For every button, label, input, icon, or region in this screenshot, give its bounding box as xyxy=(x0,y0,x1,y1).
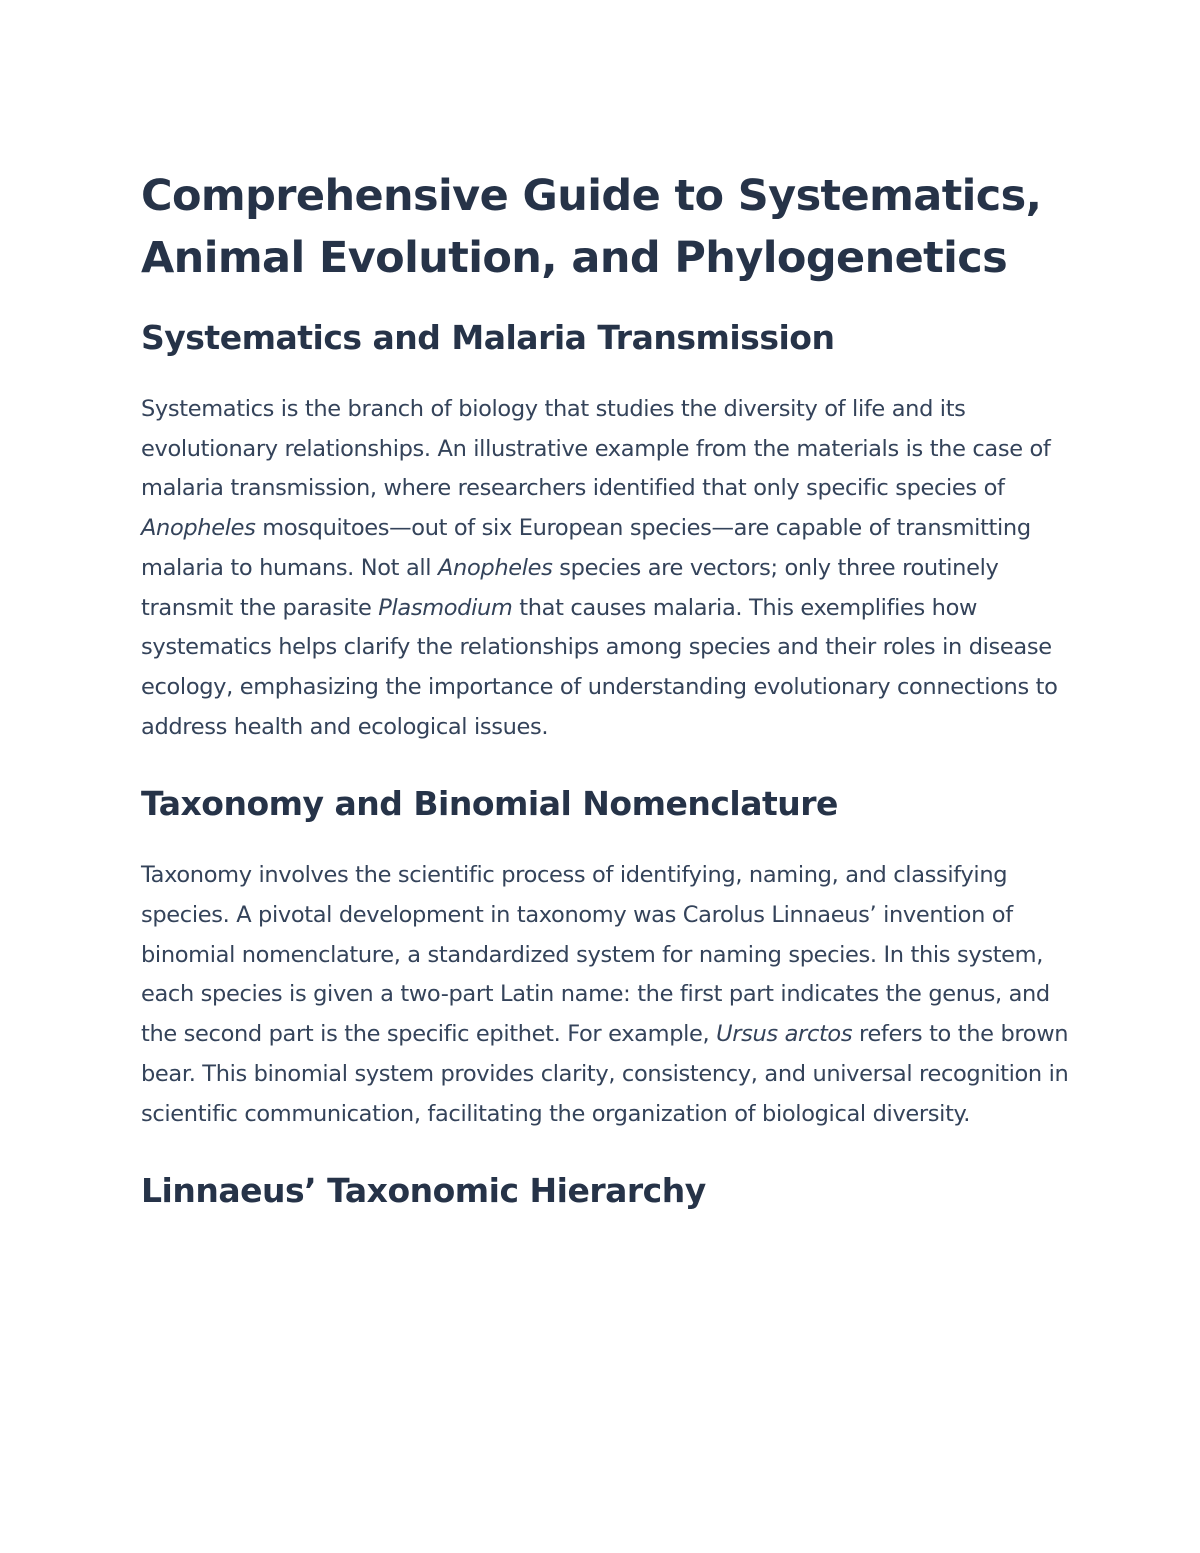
species-name-italic: Anopheles xyxy=(141,515,256,542)
document-page xyxy=(141,165,1071,1213)
species-name-italic: Anopheles xyxy=(438,554,553,581)
section-paragraph-malaria xyxy=(141,390,1071,747)
section-heading-taxonomy: Taxonomy and Binomial Nomenclature xyxy=(141,784,838,824)
paragraph-text: that causes malaria. This exemplifies how systematics helps clarify the relationships among species and their roles in disease ecology, emphasizing the importance of understanding evolutionary connections to address health and ecological issues. xyxy=(141,594,1058,740)
paragraph-text: refers to the brown bear. This binomial system provides clarity, consistency, and universal recognition in scientific communication, facilitating the organization of biological diversity. xyxy=(141,1021,1069,1127)
paragraph-text: mosquitoes—out of six European species—are capable of transmitting malaria to humans. Not all xyxy=(141,515,1031,581)
section-heading-hierarchy: Linnaeus’ Taxonomic Hierarchy xyxy=(141,1171,706,1211)
paragraph-text: Taxonomy involves the scientific process of identifying, naming, and classifying species. A pivotal development in taxonomy was Carolus Linnaeus’ invention of binomial nomenclature, a standardized system for naming species. In this system, each species is given a two-part Latin name: the first part indicates the genus, and the second part is the specific epithet. For example, xyxy=(141,862,1050,1048)
genus-name-italic: Plasmodium xyxy=(378,594,513,621)
section-heading-malaria: Systematics and Malaria Transmission xyxy=(141,318,835,357)
paragraph-text: Systematics is the branch of biology that studies the diversity of life and its evolutionary relationships. An illustrative example from the materials is the case of malaria transmission, where researchers identified that only specific species of xyxy=(141,396,1051,502)
paragraph-text: species are vectors; only three routinely transmit the parasite xyxy=(141,554,999,621)
document-title: Comprehensive Guide to Systematics, Animal Evolution, and Phylogenetics xyxy=(141,171,1042,283)
species-name-italic: Ursus arctos xyxy=(716,1021,853,1048)
section-paragraph-taxonomy xyxy=(141,856,1071,1134)
